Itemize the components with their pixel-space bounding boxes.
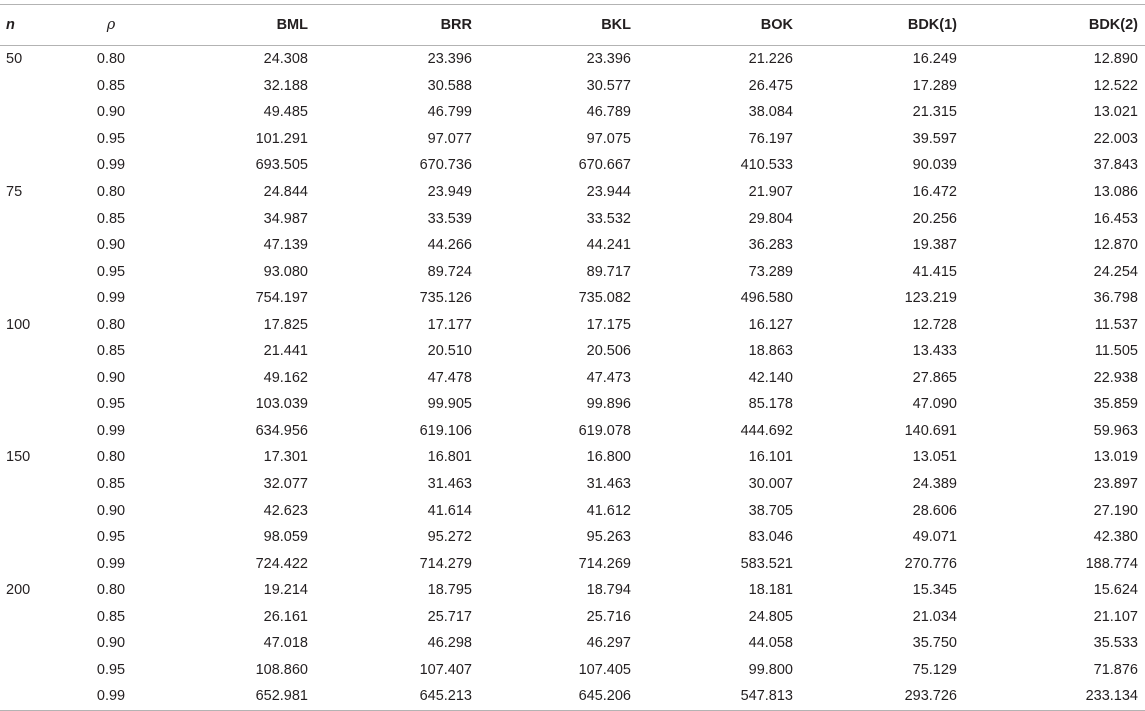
cell-n: [0, 603, 66, 630]
cell-bml: 47.018: [263, 635, 308, 652]
cell-bml: 652.981: [156, 683, 308, 710]
table-row: [0, 603, 1145, 630]
table-row: [0, 338, 1145, 365]
cell-bok: 583.521: [740, 555, 793, 572]
cell-bkl: 670.667: [578, 157, 631, 174]
cell-bdk2: 35.859: [1093, 396, 1138, 413]
cell-rho: 0.80: [96, 316, 126, 333]
cell-bkl: 23.944: [586, 184, 631, 200]
cell-n: 200: [6, 582, 31, 599]
cell-bkl: 95.263: [586, 529, 631, 546]
cell-n: 150: [6, 449, 31, 466]
cell-bml: 21.441: [263, 343, 308, 360]
col-header-bdk2: BDK(2): [957, 5, 1145, 46]
cell-brr: 16.801: [427, 449, 472, 466]
cell-n: [0, 657, 66, 684]
cell-n: [0, 418, 66, 445]
cell-rho: 0.99: [96, 157, 126, 174]
col-header-bok: BOK: [631, 5, 793, 46]
cell-bkl: 645.206: [472, 683, 631, 710]
cell-brr: 107.407: [419, 661, 472, 678]
cell-bkl: 735.082: [578, 290, 631, 307]
cell-rho: 0.85: [96, 210, 126, 227]
cell-brr: 46.298: [427, 635, 472, 652]
cell-bml: 49.485: [263, 104, 308, 121]
cell-bdk1: 140.691: [904, 422, 957, 439]
cell-bml: 47.139: [263, 237, 308, 254]
cell-bdk1: 20.256: [912, 210, 957, 227]
cell-bdk2: 22.938: [1093, 369, 1138, 386]
cell-bdk1: 13.433: [912, 343, 957, 360]
cell-bml: 103.039: [255, 396, 308, 413]
cell-bkl: 25.716: [586, 608, 631, 625]
table-row: [0, 683, 1145, 710]
cell-bok: 76.197: [748, 130, 793, 147]
cell-bml: 34.987: [263, 210, 308, 227]
cell-bdk1: 47.090: [912, 396, 957, 413]
cell-bkl: 619.078: [578, 422, 631, 439]
cell-bml: 724.422: [255, 555, 308, 572]
cell-n: 75: [6, 184, 23, 200]
cell-bkl: 99.896: [586, 396, 631, 413]
cell-rho: 0.90: [96, 237, 126, 254]
cell-bdk2: 11.537: [1094, 316, 1138, 333]
col-header-n: n: [0, 5, 66, 46]
cell-brr: 714.279: [419, 555, 472, 572]
cell-bok: 85.178: [748, 396, 793, 413]
table-row: [0, 126, 1145, 153]
cell-bml: 101.291: [255, 130, 308, 147]
cell-rho: 0.99: [96, 290, 126, 307]
cell-bdk2: 27.190: [1093, 502, 1138, 519]
table-row: [0, 311, 1145, 338]
cell-rho: 0.95: [96, 263, 126, 280]
cell-bdk1: 24.389: [912, 476, 957, 493]
col-header-brr: BRR: [308, 5, 472, 46]
cell-brr: 735.126: [419, 290, 472, 307]
cell-bkl: 89.717: [586, 263, 631, 280]
cell-rho: 0.90: [96, 369, 126, 386]
cell-bdk2: 21.107: [1093, 608, 1138, 625]
table-row: [0, 630, 1145, 657]
col-header-rho: ρ: [66, 5, 156, 46]
table-row: [0, 471, 1145, 498]
cell-rho: 0.80: [96, 582, 126, 599]
cell-bdk2: 71.876: [1093, 661, 1138, 678]
cell-rho: 0.90: [96, 635, 126, 652]
cell-bok: 83.046: [748, 529, 793, 546]
cell-bok: 496.580: [740, 290, 793, 307]
cell-bdk1: 49.071: [912, 529, 957, 546]
cell-n: [0, 152, 66, 179]
table-row: [0, 365, 1145, 392]
cell-bkl: 46.789: [586, 104, 631, 121]
cell-bml: 19.214: [263, 582, 308, 599]
table-row: [0, 99, 1145, 126]
cell-bok: 24.805: [748, 608, 793, 625]
cell-bdk2: 42.380: [1093, 529, 1138, 546]
cell-rho: 0.99: [96, 555, 126, 572]
cell-rho: 0.80: [96, 449, 126, 466]
table-row: [0, 73, 1145, 100]
cell-bdk1: 293.726: [793, 683, 957, 710]
cell-bkl: 46.297: [586, 635, 631, 652]
cell-bkl: 23.396: [586, 51, 631, 68]
cell-n: [0, 497, 66, 524]
cell-bdk2: 37.843: [1093, 157, 1138, 174]
cell-bkl: 47.473: [586, 369, 631, 386]
table-row: [0, 524, 1145, 551]
cell-bml: 93.080: [263, 263, 308, 280]
cell-bdk1: 270.776: [904, 555, 957, 572]
cell-rho: 0.90: [96, 104, 126, 121]
cell-brr: 30.588: [427, 77, 472, 94]
table-row: [0, 258, 1145, 285]
cell-brr: 20.510: [427, 343, 472, 360]
cell-rho: 0.80: [96, 51, 126, 68]
cell-bok: 44.058: [748, 635, 793, 652]
cell-bdk1: 21.034: [912, 608, 957, 625]
table-row: [0, 152, 1145, 179]
cell-brr: 18.795: [427, 582, 472, 599]
cell-bdk1: 35.750: [912, 635, 957, 652]
cell-brr: 97.077: [427, 130, 472, 147]
cell-rho: 0.85: [96, 77, 126, 94]
cell-bdk2: 16.453: [1093, 210, 1138, 227]
cell-bdk1: 19.387: [912, 237, 957, 254]
cell-bdk2: 188.774: [1085, 555, 1138, 572]
cell-bkl: 31.463: [586, 476, 631, 493]
cell-n: 100: [6, 316, 31, 333]
cell-rho: 0.90: [96, 502, 126, 519]
cell-brr: 47.478: [427, 369, 472, 386]
cell-bdk2: 36.798: [1093, 290, 1138, 307]
cell-bkl: 41.612: [586, 502, 631, 519]
table-row: [0, 577, 1145, 604]
cell-bok: 30.007: [748, 476, 793, 493]
cell-n: [0, 205, 66, 232]
cell-bdk2: 13.019: [1093, 449, 1138, 466]
cell-brr: 23.949: [427, 184, 472, 200]
cell-bml: 98.059: [263, 529, 308, 546]
cell-bok: 29.804: [748, 210, 793, 227]
table-row: [0, 285, 1145, 312]
cell-bok: 410.533: [740, 157, 793, 174]
table-row: [0, 179, 1145, 206]
cell-bdk1: 123.219: [904, 290, 957, 307]
cell-bdk2: 11.505: [1094, 343, 1138, 360]
cell-bml: 693.505: [255, 157, 308, 174]
cell-bml: 24.308: [263, 51, 308, 68]
cell-bdk2: 24.254: [1093, 263, 1138, 280]
cell-bkl: 16.800: [586, 449, 631, 466]
cell-bkl: 107.405: [578, 661, 631, 678]
cell-bdk2: 35.533: [1093, 635, 1138, 652]
cell-n: 50: [6, 51, 23, 68]
cell-brr: 46.799: [427, 104, 472, 121]
cell-bdk1: 75.129: [912, 661, 957, 678]
cell-bml: 24.844: [263, 184, 308, 200]
cell-n: [0, 258, 66, 285]
table-row: [0, 444, 1145, 471]
cell-bdk2: 12.522: [1093, 77, 1138, 94]
cell-rho: 0.95: [96, 661, 126, 678]
cell-bok: 444.692: [740, 422, 793, 439]
table-row: [0, 550, 1145, 577]
cell-bkl: 33.532: [586, 210, 631, 227]
cell-bdk1: 12.728: [912, 316, 957, 333]
cell-bok: 73.289: [748, 263, 793, 280]
table-row: [0, 391, 1145, 418]
cell-bdk1: 21.315: [912, 104, 957, 121]
table-row: [0, 232, 1145, 259]
cell-bml: 754.197: [255, 290, 308, 307]
cell-rho: 0.85: [96, 608, 126, 625]
cell-bkl: 714.269: [578, 555, 631, 572]
cell-bdk1: 90.039: [912, 157, 957, 174]
table-row: [0, 46, 1145, 73]
cell-brr: 89.724: [427, 263, 472, 280]
cell-rho: 0.85: [96, 343, 126, 360]
cell-bdk1: 39.597: [912, 130, 957, 147]
cell-brr: 645.213: [308, 683, 472, 710]
cell-bok: 36.283: [748, 237, 793, 254]
cell-bml: 49.162: [263, 369, 308, 386]
cell-bdk2: 13.086: [1093, 184, 1138, 200]
results-table: [0, 4, 1145, 711]
cell-rho: 0.85: [96, 476, 126, 493]
cell-bkl: 30.577: [586, 77, 631, 94]
cell-rho: 0.95: [96, 130, 126, 147]
cell-brr: 99.905: [427, 396, 472, 413]
cell-brr: 23.396: [427, 51, 472, 68]
col-header-bdk1: BDK(1): [793, 5, 957, 46]
cell-bdk2: 12.890: [1093, 51, 1138, 68]
cell-n: [0, 99, 66, 126]
cell-bml: 26.161: [263, 608, 308, 625]
cell-bml: 634.956: [255, 422, 308, 439]
cell-bdk2: 59.963: [1093, 422, 1138, 439]
cell-bdk2: 233.134: [957, 683, 1145, 710]
cell-n: [0, 471, 66, 498]
cell-brr: 41.614: [427, 502, 472, 519]
cell-bdk2: 13.021: [1093, 104, 1138, 121]
cell-bok: 16.101: [748, 449, 793, 466]
cell-bkl: 44.241: [586, 237, 631, 254]
cell-bok: 16.127: [748, 316, 793, 333]
cell-bml: 108.860: [255, 661, 308, 678]
cell-bdk2: 15.624: [1093, 582, 1138, 599]
cell-bdk2: 23.897: [1093, 476, 1138, 493]
cell-n: [0, 126, 66, 153]
cell-rho: 0.99: [66, 683, 156, 710]
cell-n: [0, 391, 66, 418]
cell-rho: 0.95: [96, 396, 126, 413]
cell-n: [0, 338, 66, 365]
cell-brr: 95.272: [427, 529, 472, 546]
cell-bok: 99.800: [748, 661, 793, 678]
cell-brr: 619.106: [419, 422, 472, 439]
cell-bdk1: 15.345: [912, 582, 957, 599]
cell-n: [0, 73, 66, 100]
cell-bml: 17.301: [263, 449, 308, 466]
cell-n: [0, 630, 66, 657]
cell-brr: 25.717: [427, 608, 472, 625]
cell-bkl: 20.506: [586, 343, 631, 360]
cell-rho: 0.80: [96, 184, 126, 200]
cell-bdk1: 13.051: [912, 449, 957, 466]
cell-bdk1: 17.289: [912, 77, 957, 94]
cell-n: [0, 285, 66, 312]
cell-bml: 17.825: [263, 316, 308, 333]
cell-bkl: 17.175: [586, 316, 631, 333]
cell-rho: 0.95: [96, 529, 126, 546]
cell-n: [0, 683, 66, 710]
cell-bok: 18.181: [748, 582, 793, 599]
cell-bok: 21.226: [748, 51, 793, 68]
cell-bml: 32.188: [263, 77, 308, 94]
cell-brr: 670.736: [419, 157, 472, 174]
cell-bdk2: 22.003: [1093, 130, 1138, 147]
cell-bkl: 18.794: [586, 582, 631, 599]
table-body: [0, 46, 1145, 711]
table-row: [0, 657, 1145, 684]
cell-brr: 44.266: [427, 237, 472, 254]
cell-bok: 42.140: [748, 369, 793, 386]
cell-bok: 38.084: [748, 104, 793, 121]
cell-n: [0, 232, 66, 259]
header-row: [0, 5, 1145, 46]
cell-bdk1: 16.249: [912, 51, 957, 68]
cell-bok: 38.705: [748, 502, 793, 519]
col-header-bkl: BKL: [472, 5, 631, 46]
cell-n: [0, 524, 66, 551]
table-row: [0, 418, 1145, 445]
cell-brr: 17.177: [427, 316, 472, 333]
cell-bok: 26.475: [748, 77, 793, 94]
cell-bdk1: 16.472: [912, 184, 957, 200]
col-header-bml: BML: [156, 5, 308, 46]
cell-bok: 547.813: [631, 683, 793, 710]
cell-bdk2: 12.870: [1093, 237, 1138, 254]
table-row: [0, 205, 1145, 232]
cell-rho: 0.99: [96, 422, 126, 439]
cell-bdk1: 27.865: [912, 369, 957, 386]
cell-bok: 18.863: [748, 343, 793, 360]
cell-bml: 42.623: [263, 502, 308, 519]
cell-bkl: 97.075: [586, 130, 631, 147]
cell-bok: 21.907: [748, 184, 793, 200]
cell-brr: 31.463: [427, 476, 472, 493]
cell-bdk1: 28.606: [912, 502, 957, 519]
cell-n: [0, 550, 66, 577]
cell-bdk1: 41.415: [912, 263, 957, 280]
cell-brr: 33.539: [427, 210, 472, 227]
table-row: [0, 497, 1145, 524]
cell-n: [0, 365, 66, 392]
cell-bml: 32.077: [263, 476, 308, 493]
